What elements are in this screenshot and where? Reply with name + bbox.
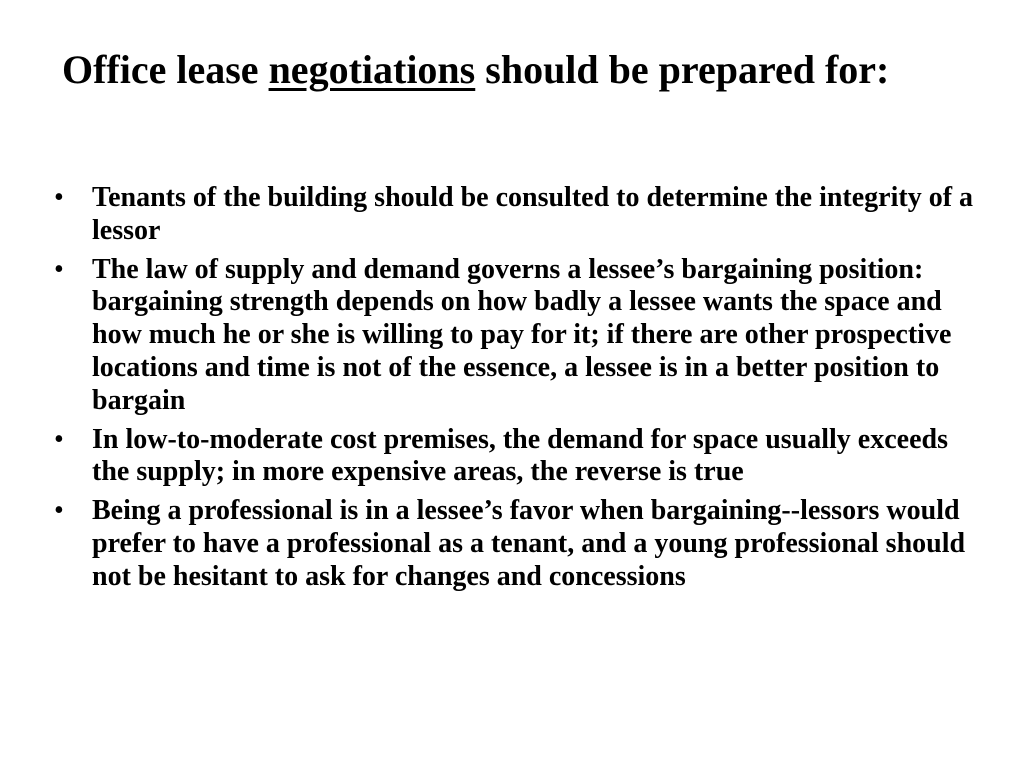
title-text-end: should be prepared for: [475, 47, 890, 92]
slide-title [62, 44, 962, 96]
bullet-icon: • [54, 253, 64, 285]
bullet-item [54, 495, 984, 593]
bullet-icon: • [54, 495, 64, 527]
bullet-icon: • [54, 182, 64, 213]
title-underlined-word: negotiations [268, 47, 476, 92]
bullet-icon: • [54, 423, 64, 455]
bullet-text: The law of supply and demand governs a lessee’s bargaining position: bargaining strength depends on how badly a lessee wants the space and how much he or she is willing to pay for it; if there are other prospective locations and time is not of the essence, a lessee is in a better position to bargain [92, 253, 952, 416]
bullet-text: In low-to-moderate cost premises, the demand for space usually exceeds the supply; in more expensive areas, the reverse is true [92, 423, 948, 488]
bullet-item [54, 424, 984, 490]
bullet-text: Being a professional is in a lessee’s favor when bargaining--lessors would prefer to have a professional as a tenant, and a young professional should not be hesitant to ask for changes and concessions [92, 495, 966, 592]
title-text-start: Office lease [62, 47, 269, 92]
bullet-item [54, 182, 984, 248]
bullet-list [54, 182, 984, 600]
bullet-text: Tenants of the building should be consulted to determine the integrity of a lessor [92, 182, 974, 246]
bullet-item [54, 254, 984, 418]
